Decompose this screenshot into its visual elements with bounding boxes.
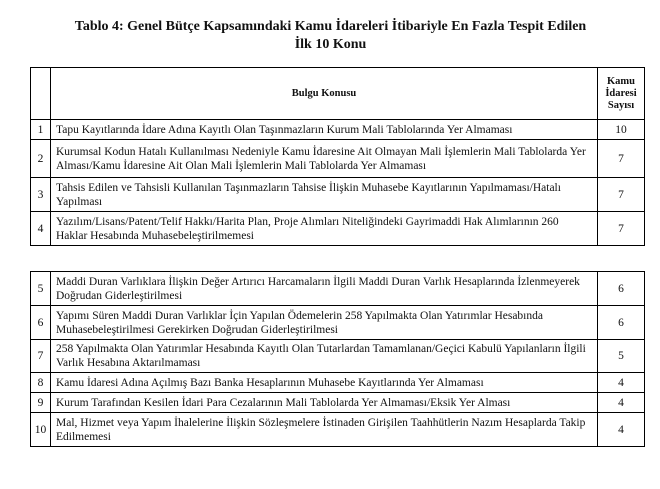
row-topic: Mal, Hizmet veya Yapım İhalelerine İlişkin Sözleşmelere İstinaden Girişilen Taahhütlerin Nazım Hesaplarda Takip Edilmemesi [51, 413, 598, 447]
table-title-line-2: İlk 10 Konu [294, 37, 367, 52]
table-row [31, 140, 645, 178]
header-count [598, 68, 645, 120]
row-count: 4 [598, 413, 645, 447]
table-title [18, 18, 643, 54]
row-topic: Yazılım/Lisans/Patent/Telif Hakkı/Harita Plan, Proje Alımları Niteliğindeki Gayrimaddi Hak Alımlarının 260 Haklar Hesabında Muhasebeleştirilmemesi [51, 212, 598, 246]
header-count-line-3: Sayısı [607, 99, 635, 111]
table-row [31, 306, 645, 340]
row-number: 2 [31, 140, 51, 178]
row-number: 6 [31, 306, 51, 340]
row-number: 9 [31, 393, 51, 413]
row-count: 6 [598, 306, 645, 340]
findings-table-part-1 [30, 67, 645, 246]
table-title-line-1: Tablo 4: Genel Bütçe Kapsamındaki Kamu İdareleri İtibariyle En Fazla Tespit Edilen [74, 19, 587, 34]
table-row [31, 120, 645, 140]
row-count: 4 [598, 393, 645, 413]
row-number: 7 [31, 340, 51, 373]
findings-table-part-2 [30, 271, 645, 447]
table-row [31, 393, 645, 413]
row-topic: Kurum Tarafından Kesilen İdari Para Cezalarının Mali Tablolarda Yer Almaması/Eksik Yer Alması [51, 393, 598, 413]
table-row [31, 178, 645, 212]
header-count-line-2: İdaresi [605, 87, 637, 99]
row-number: 1 [31, 120, 51, 140]
row-number: 5 [31, 272, 51, 306]
row-topic: Tapu Kayıtlarında İdare Adına Kayıtlı Olan Taşınmazların Kurum Mali Tablolarında Yer Almaması [51, 120, 598, 140]
row-topic: Kamu İdaresi Adına Açılmış Bazı Banka Hesaplarının Muhasebe Kayıtlarında Yer Almaması [51, 373, 598, 393]
table-row [31, 272, 645, 306]
row-count: 7 [598, 178, 645, 212]
row-number: 8 [31, 373, 51, 393]
header-no [31, 68, 51, 120]
row-number: 3 [31, 178, 51, 212]
row-count: 6 [598, 272, 645, 306]
row-count: 10 [598, 120, 645, 140]
row-count: 7 [598, 140, 645, 178]
row-count: 7 [598, 212, 645, 246]
header-count-line-1: Kamu [606, 75, 635, 87]
row-topic: Tahsis Edilen ve Tahsisli Kullanılan Taşınmazların Tahsise İlişkin Muhasebe Kayıtlarının Yapılmaması/Hatalı Yapılması [51, 178, 598, 212]
row-topic: Maddi Duran Varlıklara İlişkin Değer Artırıcı Harcamaların İlgili Maddi Duran Varlık Hesaplarında İzlenmeyerek Doğrudan Giderleştirilmesi [51, 272, 598, 306]
table-row [31, 413, 645, 447]
row-number: 10 [31, 413, 51, 447]
table-row [31, 212, 645, 246]
table-row [31, 340, 645, 373]
row-count: 4 [598, 373, 645, 393]
table-row [31, 373, 645, 393]
row-number: 4 [31, 212, 51, 246]
header-row [31, 68, 645, 120]
row-count: 5 [598, 340, 645, 373]
row-topic: Kurumsal Kodun Hatalı Kullanılması Nedeniyle Kamu İdaresine Ait Olmayan Mali İşlemlerin Mali Tablolarda Yer Alması/Kamu İdaresine Ait Olan Mali İşlemlerin Mali Tablolarda Yer Almaması [51, 140, 598, 178]
row-topic: 258 Yapılmakta Olan Yatırımlar Hesabında Kayıtlı Olan Tutarlardan Tamamlanan/Geçici Kabulü Yapılanların İlgili Varlık Hesabına Aktarılmaması [51, 340, 598, 373]
header-topic: Bulgu Konusu [51, 68, 598, 120]
row-topic: Yapımı Süren Maddi Duran Varlıklar İçin Yapılan Ödemelerin 258 Yapılmakta Olan Yatırımlar Hesabında Muhasebeleştirilmesi Gerekirken Doğrudan Giderleştirilmesi [51, 306, 598, 340]
